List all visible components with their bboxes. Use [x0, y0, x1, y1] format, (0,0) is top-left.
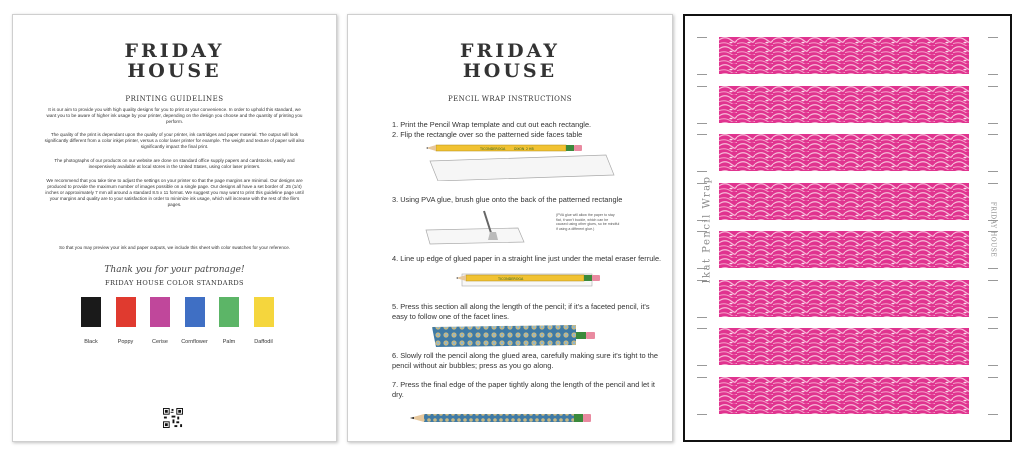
cut-mark — [988, 268, 998, 269]
cut-mark — [697, 317, 707, 318]
cut-mark — [697, 134, 707, 135]
swatch-label: Palm — [222, 339, 236, 345]
svg-text:2 HB: 2 HB — [526, 147, 534, 151]
guidelines-paragraph-5: So that you may preview your ink and paper outputs, we include this sheet with color swatches for your reference. — [58, 245, 291, 250]
step-3: 3. Using PVA glue, brush glue onto the back of the patterned rectangle — [392, 195, 623, 204]
cut-mark — [697, 377, 707, 378]
cut-mark — [988, 86, 998, 87]
template-side-label: Ikat Pencil Wrap — [701, 175, 713, 284]
friday-house-logo: FRIDAY HOUSE — [459, 40, 560, 82]
cut-mark — [988, 171, 998, 172]
glue-brush-illustration — [418, 208, 538, 248]
guidelines-paragraph-4: We recommend that you take time to adjust the settings on your printer so that the page margins are minimal. Our designs are produced to provide the maximum number of images possible on a single page. Our designs all have a set border of .25 (1/4) inches or approximately 7 mm all around a standard 8.5 x 11 format. We suggest you may want to print this guideline page until your margins and quality are to your satisfaction in order to minimize ink usage, which will increase with the rest of the file's pages. — [45, 178, 304, 208]
cut-mark — [988, 377, 998, 378]
step-1: 1. Print the Pencil Wrap template and cut out each rectangle. — [392, 120, 592, 129]
svg-text:TICONDEROGA: TICONDEROGA — [480, 147, 506, 151]
cut-mark — [697, 414, 707, 415]
cut-mark — [988, 123, 998, 124]
wrap-template-page — [683, 14, 1012, 442]
cut-mark — [988, 37, 998, 38]
wrap-strip — [719, 377, 969, 414]
guidelines-paragraph-3: The photographs of our products on our website are done on standard office supply papers and cardstocks, easily and inexpensively available at local stores in the United States, using color laser printers. — [54, 158, 295, 170]
cut-mark — [988, 328, 998, 329]
wrap-strip — [719, 134, 969, 171]
instructions-title: PENCIL WRAP INSTRUCTIONS — [448, 95, 572, 103]
step-6: 6. Slowly roll the pencil along the glued area, carefully making sure it's tight to the pencil without air bubbles; press as you go along. — [392, 351, 658, 370]
swatch-label: Black — [84, 339, 98, 345]
wrap-strip — [719, 86, 969, 123]
cut-mark — [988, 280, 998, 281]
cut-mark — [988, 365, 998, 366]
swatch-poppy — [116, 297, 136, 327]
instructions-page — [347, 14, 673, 442]
finished-pencil-illustration — [408, 411, 608, 425]
svg-text:DIXON: DIXON — [514, 147, 525, 151]
cut-mark — [697, 365, 707, 366]
guidelines-title: PRINTING GUIDELINES — [125, 95, 224, 103]
qr-code-icon — [163, 408, 183, 428]
swatch-black — [81, 297, 101, 327]
wrap-strip — [719, 280, 969, 317]
cut-mark — [697, 171, 707, 172]
swatch-label: Poppy — [117, 339, 134, 345]
cut-mark — [697, 74, 707, 75]
wrap-strip — [719, 37, 969, 74]
step-5: 5. Press this section all along the length of the pencil; if it's a faceted pencil, it's easy to follow one of the facet lines. — [392, 302, 650, 321]
swatch-label: Daffodil — [254, 339, 273, 345]
glue-note: (PVA glue will allow the paper to stay flat, it won't buckle, which can be caused using other glues, so be mindful if using a different glue.) — [556, 213, 620, 231]
pencil-on-paper-illustration — [418, 141, 618, 181]
template-logo-small: FRIDAY HOUSE — [989, 201, 997, 258]
cut-mark — [697, 37, 707, 38]
wrap-strip — [719, 231, 969, 268]
svg-text:TICONDEROGA: TICONDEROGA — [498, 277, 524, 281]
color-standards-title: FRIDAY HOUSE COLOR STANDARDS — [105, 279, 244, 287]
pencil-aligned-illustration — [448, 271, 618, 291]
swatch-daffodil — [254, 297, 274, 327]
guidelines-page — [12, 14, 337, 442]
step-4: 4. Line up edge of glued paper in a straight line just under the metal eraser ferrule. — [392, 254, 662, 263]
wrap-strip — [719, 328, 969, 365]
guidelines-paragraph-1: It is our aim to provide you with high quality designs for you to print at your convenience. In order to uphold this standard, we want you to be aware of higher ink usage by your printer, depending on the design you choose and the quantity of printing you perform. — [46, 107, 303, 125]
step-2: 2. Flip the rectangle over so the patterned side faces table — [392, 130, 583, 139]
cut-mark — [988, 317, 998, 318]
step-7: 7. Press the final edge of the paper tightly along the length of the pencil and let it dry. — [392, 380, 655, 399]
guidelines-paragraph-2: The quality of the print is dependant upon the quality of your printer, ink cartridges and paper material. The output will look significantly different from a color inkjet printer, versus a color laser printer for example. The weight and texture of paper will also significantly impact the final print. — [44, 132, 305, 150]
pencil-half-wrapped-illustration — [426, 323, 616, 349]
cut-mark — [697, 86, 707, 87]
swatch-label: Cornflower — [181, 339, 208, 345]
swatch-cerise — [150, 297, 170, 327]
cut-mark — [988, 414, 998, 415]
wrap-strip — [719, 183, 969, 220]
cut-mark — [988, 74, 998, 75]
friday-house-logo: FRIDAY HOUSE — [124, 40, 225, 82]
swatch-label: Cerise — [152, 339, 168, 345]
cut-mark — [988, 134, 998, 135]
swatch-cornflower — [185, 297, 205, 327]
cut-mark — [697, 123, 707, 124]
cut-mark — [697, 328, 707, 329]
cut-mark — [988, 183, 998, 184]
thanks-note: Thank you for your patronage! — [104, 265, 245, 275]
swatch-palm — [219, 297, 239, 327]
